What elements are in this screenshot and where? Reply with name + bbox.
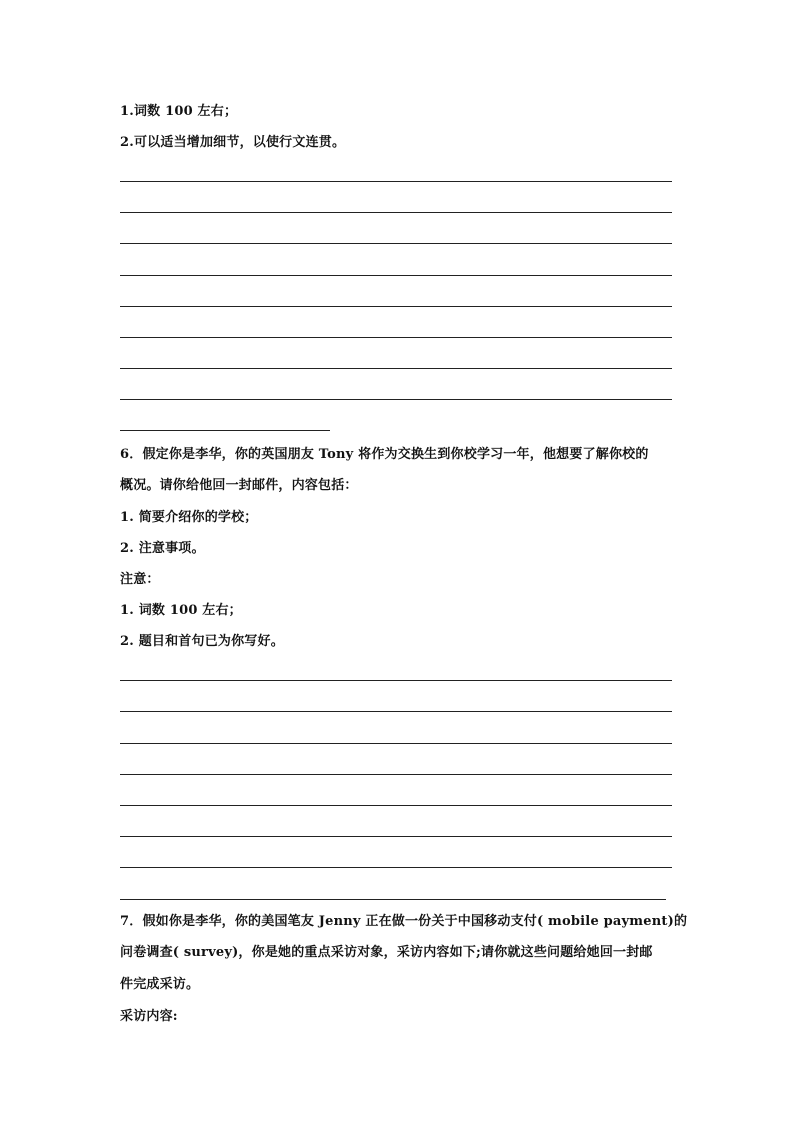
q6-note-item-2: 2. 题目和首句已为你写好。	[120, 634, 284, 649]
answer-line[interactable]	[120, 337, 672, 338]
q7-prompt-line-1: 7．假如你是李华，你的美国笔友 Jenny 正在做一份关于中国移动支付( mobile payment)的	[120, 914, 688, 929]
answer-line[interactable]	[120, 243, 672, 244]
answer-line[interactable]	[120, 275, 672, 276]
answer-line[interactable]	[120, 212, 672, 213]
answer-line[interactable]	[120, 805, 672, 806]
answer-line-short[interactable]	[120, 430, 330, 431]
answer-line[interactable]	[120, 181, 672, 182]
requirement-add-details: 2.可以适当增加细节，以使行文连贯。	[120, 135, 346, 150]
q7-content-label: 采访内容:	[120, 1009, 178, 1024]
answer-line[interactable]	[120, 899, 666, 900]
answer-line[interactable]	[120, 867, 672, 868]
q6-content-item-2: 2. 注意事项。	[120, 541, 205, 556]
q6-note-item-1: 1. 词数 100 左右；	[120, 603, 242, 618]
answer-line[interactable]	[120, 306, 672, 307]
answer-line[interactable]	[120, 399, 672, 400]
answer-line[interactable]	[120, 368, 672, 369]
requirement-word-count: 1.词数 100 左右；	[120, 104, 238, 119]
q6-note-label: 注意：	[120, 572, 160, 587]
q6-prompt-line-2: 概况。请你给他回一封邮件，内容包括：	[120, 478, 358, 493]
answer-line[interactable]	[120, 743, 672, 744]
answer-line[interactable]	[120, 774, 672, 775]
q7-prompt-line-2: 问卷调查( survey)，你是她的重点采访对象，采访内容如下;请你就这些问题给她回一封邮	[120, 945, 653, 960]
answer-line[interactable]	[120, 680, 672, 681]
q6-content-item-1: 1. 简要介绍你的学校；	[120, 510, 258, 525]
answer-line[interactable]	[120, 711, 672, 712]
q7-prompt-line-3: 件完成采访。	[120, 977, 200, 992]
q6-prompt-line-1: 6．假定你是李华，你的英国朋友 Tony 将作为交换生到你校学习一年，他想要了解你校的	[120, 447, 649, 462]
answer-line[interactable]	[120, 836, 672, 837]
